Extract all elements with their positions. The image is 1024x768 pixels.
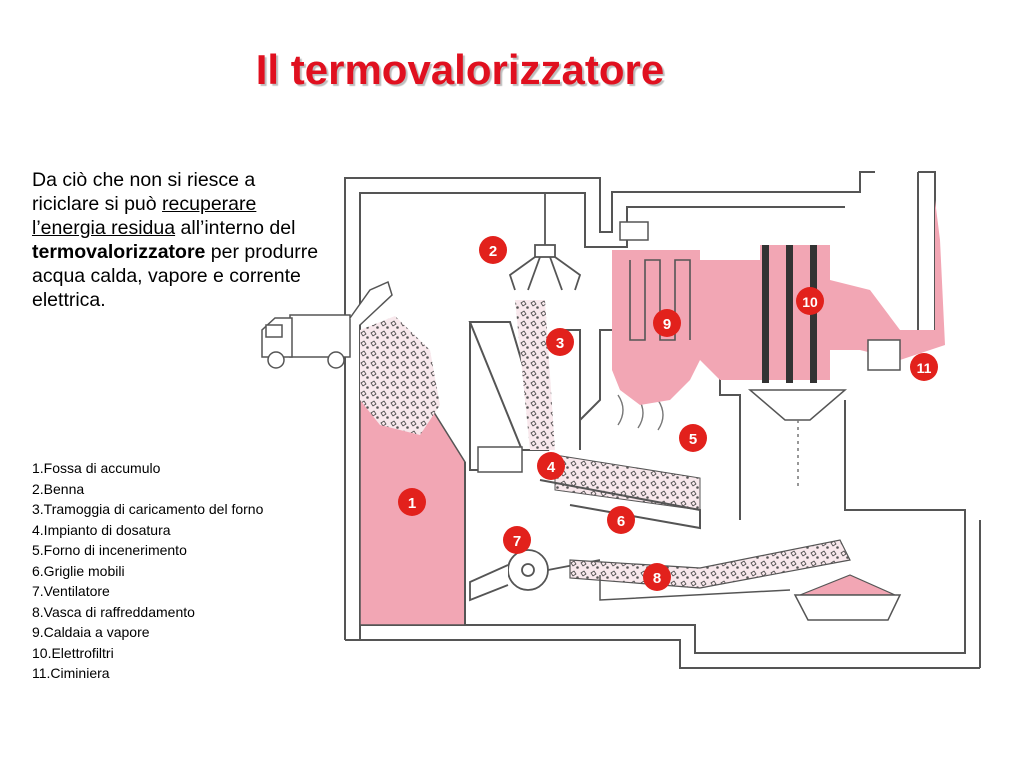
marker-4: [537, 452, 565, 480]
legend-item: 9.Caldaia a vapore: [32, 624, 150, 640]
marker-6-label: 6: [616, 513, 626, 530]
feed-hopper: [470, 300, 580, 470]
storage-pit: [360, 316, 465, 625]
cooling-tank: [570, 540, 850, 600]
chimney-connector: [868, 340, 900, 370]
marker-10: [796, 287, 824, 315]
marker-7-label: 7: [512, 533, 522, 550]
legend-item: 6.Griglie mobili: [32, 562, 125, 579]
legend-item: 11.Ciminiera: [32, 665, 110, 681]
marker-8: [643, 563, 671, 591]
page-title: Il termovalorizzatore: [255, 46, 665, 93]
legend-item: 4.Impianto di dosatura: [32, 521, 171, 538]
intro-part-2: all’interno del: [175, 217, 296, 239]
grab-crane: [510, 193, 580, 290]
marker-3: [546, 328, 574, 356]
legend-item: 10.Elettrofiltri: [32, 644, 114, 661]
marker-1-label: 1: [407, 495, 417, 512]
marker-4-label: 4: [546, 459, 556, 476]
legend-item: 8.Vasca di raffreddamento: [32, 603, 195, 620]
incinerator-diagram: [240, 160, 1000, 670]
marker-2: [479, 236, 507, 264]
intro-underlined: recuperare l’energia residua: [32, 193, 257, 239]
marker-5-label: 5: [688, 431, 698, 448]
marker-1: [398, 488, 426, 516]
marker-6: [607, 506, 635, 534]
marker-10-label: 10: [802, 294, 818, 310]
marker-11-label: 11: [916, 360, 932, 376]
marker-11: [910, 353, 938, 381]
steam-boiler: [612, 222, 700, 405]
legend-item: 5.Forno di incenerimento: [32, 542, 187, 558]
intro-part-1: Da ciò che non si riesce a riciclare si può: [32, 169, 256, 215]
ash-container: [795, 575, 900, 620]
marker-9: [653, 309, 681, 337]
legend-item: 3.Tramoggia di caricamento del forno: [32, 501, 264, 517]
marker-5: [679, 424, 707, 452]
marker-2-label: 2: [488, 243, 498, 260]
marker-8-label: 8: [652, 570, 662, 587]
legend-item: 1.Fossa di accumulo: [32, 460, 161, 476]
legend-item: 7.Ventilatore: [32, 583, 110, 599]
marker-3-label: 3: [555, 335, 565, 352]
marker-9-label: 9: [662, 316, 672, 333]
electrostatic-filters: [700, 200, 945, 490]
legend-item: 2.Benna: [32, 480, 85, 497]
intro-bold: termovalorizzatore: [32, 241, 206, 263]
intro-part-3: per produrre acqua calda, vapore e corrente elettrica.: [32, 241, 319, 311]
marker-7: [503, 526, 531, 554]
